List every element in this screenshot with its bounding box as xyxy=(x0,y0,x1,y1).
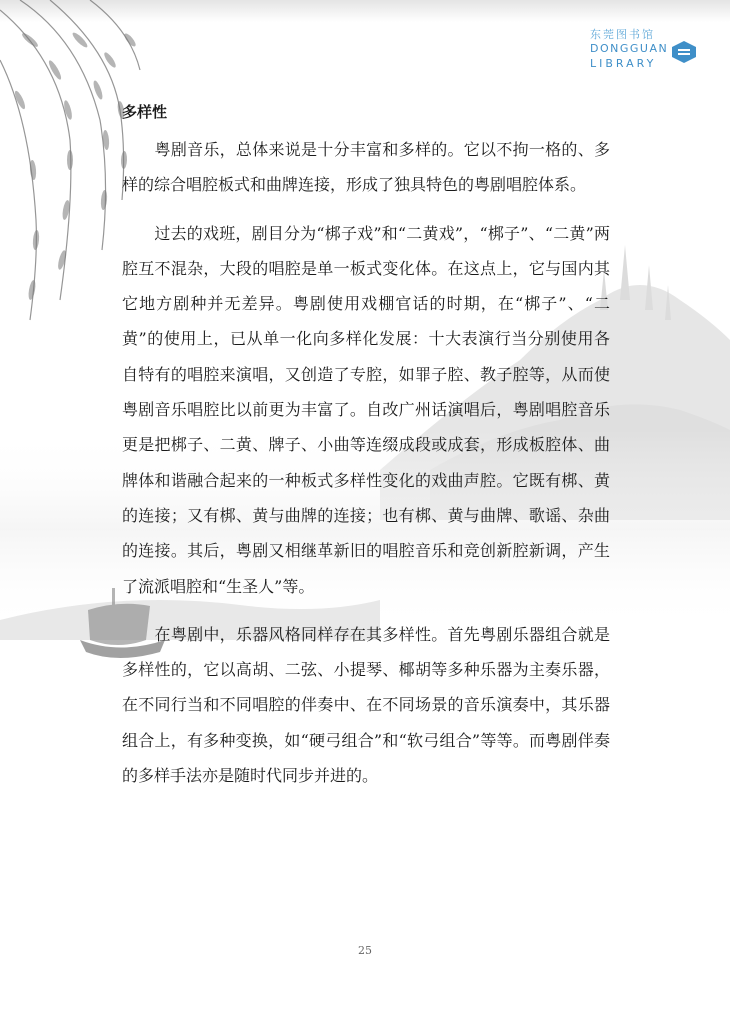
logo-chinese-name: 东莞图书馆 xyxy=(590,28,655,41)
paragraph-1: 粤剧音乐，总体来说是十分丰富和多样的。它以不拘一格的、多样的综合唱腔板式和曲牌连接，形成了独具特色的粤剧唱腔体系。 xyxy=(122,140,610,195)
willow-leaves xyxy=(13,31,137,301)
section-heading: 多样性 xyxy=(122,103,168,121)
logo-english-line-1: DONGGUAN xyxy=(590,42,669,55)
dongguan-library-logo xyxy=(576,26,706,74)
library-logo-icon xyxy=(670,40,698,64)
page-number: 25 xyxy=(358,944,372,957)
article-section xyxy=(122,96,610,806)
logo-english-line-2: LIBRARY xyxy=(590,57,657,70)
paragraph-2: 过去的戏班，剧目分为“梆子戏”和“二黄戏”，“梆子”、“二黄”两腔互不混杂，大段的唱腔是单一板式变化体。在这点上，它与国内其它地方剧种并无差异。粤剧使用戏棚官话的时期，在“梆子”、“二黄”的使用上，已从单一化向多样化发展：十大表演行当分别使用各自特有的唱腔来演唱，又创造了专腔，如罪子腔、教子腔等，从而使粤剧音乐唱腔比以前更为丰富了。自改广州话演唱后，粤剧唱腔音乐更是把梆子、二黄、牌子、小曲等连缀成段或成套，形成板腔体、曲牌体和谐融合起来的一种板式多样性变化的戏曲声腔。它既有梆、黄的连接；又有梆、黄与曲牌的连接；也有梆、黄与曲牌、歌谣、杂曲的连接。其后，粤剧又相继革新旧的唱腔音乐和竞创新腔新调，产生了流派唱腔和“生圣人”等。 xyxy=(122,223,610,596)
paragraph-3: 在粤剧中，乐器风格同样存在其多样性。首先粤剧乐器组合就是多样性的，它以高胡、二弦、小提琴、椰胡等多种乐器为主奏乐器，在不同行当和不同唱腔的伴奏中、在不同场景的音乐演奏中，其乐器组合上，有多种变换，如“硬弓组合”和“软弓组合”等等。而粤剧伴奏的多样手法亦是随时代同步并进的。 xyxy=(122,624,610,786)
